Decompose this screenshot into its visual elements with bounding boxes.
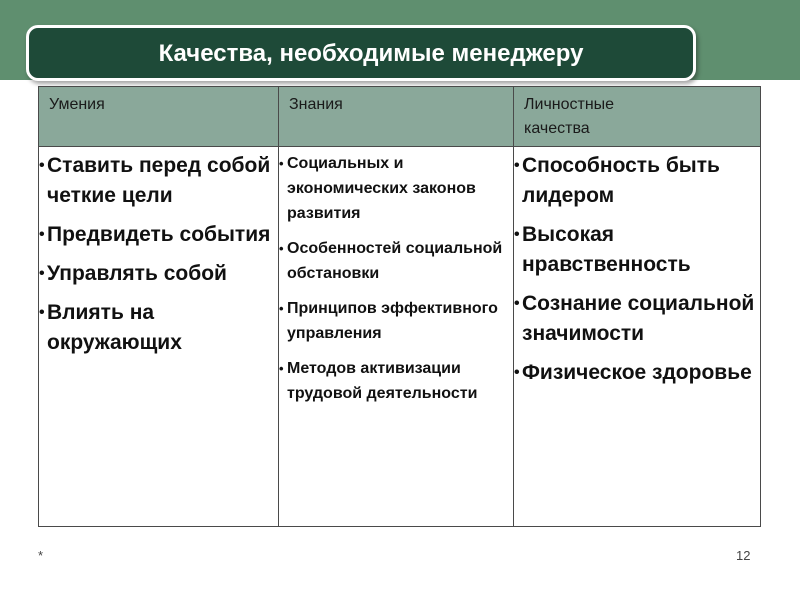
list-item-text: Управлять собой [47,262,227,285]
list-item [39,151,278,211]
list-item [514,220,760,280]
list-item [279,151,513,226]
personal-qualities-list [514,151,760,388]
skills-cell [39,147,279,527]
list-item-text: Ставить перед собой четкие цели [47,154,271,207]
header-knowledge: Знания [279,87,514,147]
bullet-icon: • [39,304,45,321]
list-item-text: Физическое здоровье [522,361,752,384]
page-number: 12 [736,548,751,563]
list-item-text: Влиять на окружающих [47,301,182,354]
list-item-text: Способность быть лидером [522,154,720,207]
list-item [279,236,513,286]
list-item [514,358,760,388]
list-item-text: Предвидеть события [47,223,271,246]
bullet-icon: • [279,361,284,376]
list-item [279,296,513,346]
list-item-text: Сознание социальной значимости [522,292,755,345]
footer-mark: * [38,548,44,563]
header-personal-qualities-label: Личностные качества [524,96,615,137]
list-item [279,356,513,406]
list-item [39,259,278,289]
knowledge-cell [279,147,514,527]
bullet-icon: • [279,156,284,171]
skills-list [39,151,278,358]
bullet-icon: • [514,364,520,381]
slide-title: Качества, необходимые менеджеру [158,40,584,67]
list-item-text: Методов активизации трудовой деятельности [287,360,478,402]
bullet-icon: • [514,295,520,312]
qualities-table [38,86,761,527]
list-item [514,289,760,349]
header-personal-qualities [514,87,761,147]
header-skills: Умения [39,87,279,147]
list-item [514,151,760,211]
list-item [39,220,278,250]
table-header-row [39,87,761,147]
bullet-icon: • [279,301,284,316]
bullet-icon: • [39,157,45,174]
list-item-text: Социальных и экономических законов развития [287,155,476,222]
list-item [39,298,278,358]
list-item-text: Высокая нравственность [522,223,691,276]
bullet-icon: • [39,265,45,282]
title-banner [26,25,696,81]
knowledge-list [279,151,513,406]
table-body-row [39,147,761,527]
personal-qualities-cell [514,147,761,527]
list-item-text: Принципов эффективного управления [287,300,498,342]
bullet-icon: • [514,157,520,174]
bullet-icon: • [514,226,520,243]
bullet-icon: • [279,241,284,256]
list-item-text: Особенностей социальной обстановки [287,240,503,282]
bullet-icon: • [39,226,45,243]
